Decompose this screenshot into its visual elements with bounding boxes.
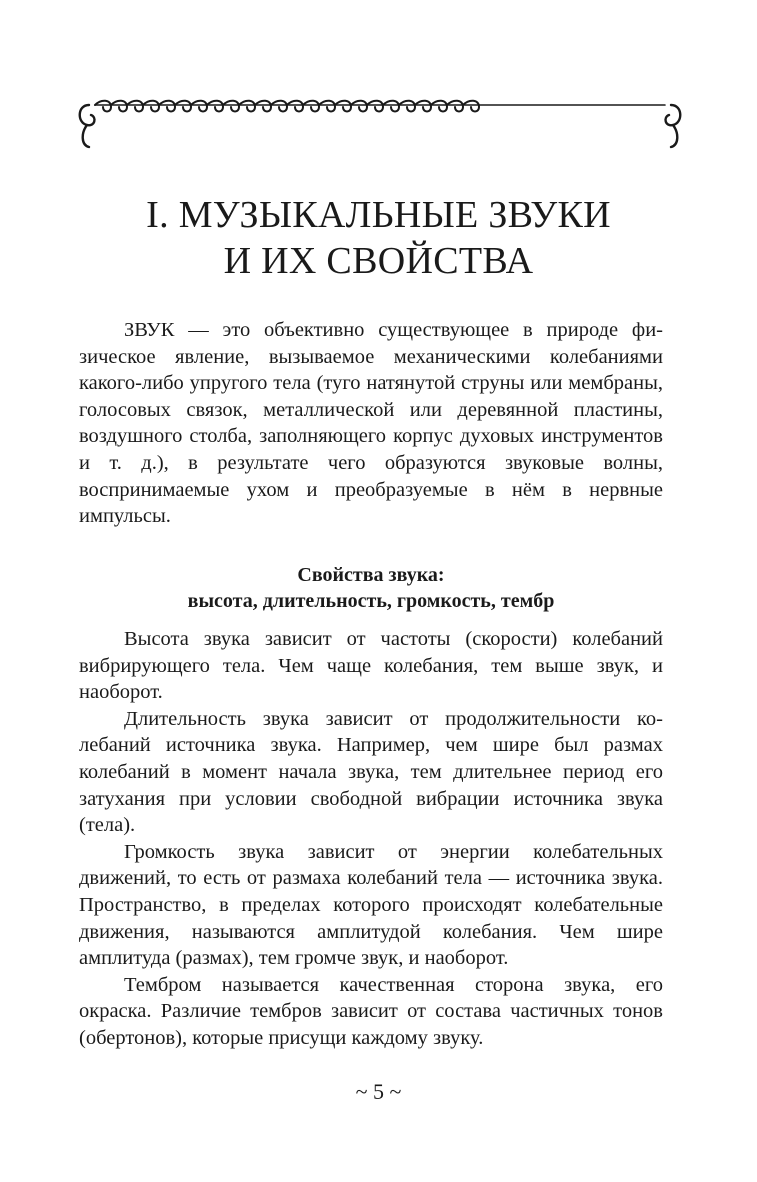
paragraph-pitch: Высота звука зависит от частоты (скорости) колебаний вибрирующего тела. Чем чаще колебания, тем выше звук, и наоборот.: [79, 628, 663, 704]
chapter-title-line-2: И ИХ СВОЙСТВА: [223, 240, 534, 282]
section-body: [79, 626, 663, 1052]
chapter-title-line-1: I. МУЗЫКАЛЬНЫЕ ЗВУКИ: [146, 194, 611, 236]
paragraph-timbre: Тембром называется качественная сторона звука, его окраска. Различие тембров зависит от состава частичных тонов (обертонов), которые присущи каждому звуку.: [79, 973, 663, 1049]
section-heading-line-1: Свойства звука:: [297, 564, 445, 586]
intro-text: [79, 317, 663, 530]
page-number: ~ 5 ~: [355, 1079, 402, 1104]
section-heading-line-2: высота, длительность, громкость, тембр: [187, 590, 555, 612]
paragraph-loudness: Громкость звука зависит от энергии колебательных движений, то есть от размаха колебаний тела — источника звука. Пространство, в пределах которого происходят колебательные движения, называются амплитудой колебания. Чем шире амплитуда (размах), тем громче звук, и наоборот.: [79, 840, 663, 970]
decorative-ornament-border: [75, 93, 685, 153]
paragraph-duration: Длительность звука зависит от продолжительности колебаний источника звука. Например, чем шире был размах колебаний в момент начала звука, тем длительнее период его затухания при условии свободной вибрации источника звука (тела).: [79, 707, 663, 837]
section-heading: [79, 562, 663, 614]
chapter-title: [60, 192, 697, 284]
intro-paragraph: ЗВУК — это объективно существующее в природе физическое явление, вызываемое механическими колебаниями какого-либо упругого тела (туго натянутой струны или мембраны, голосовых связок, металлической или деревянной пластины, воздушного столба, заполняющего корпус духовых инструментов и т. д.), в результате чего образуются звуковые волны, воспринимаемые ухом и преобразуемые в нём в нервные импульсы.: [79, 319, 663, 528]
